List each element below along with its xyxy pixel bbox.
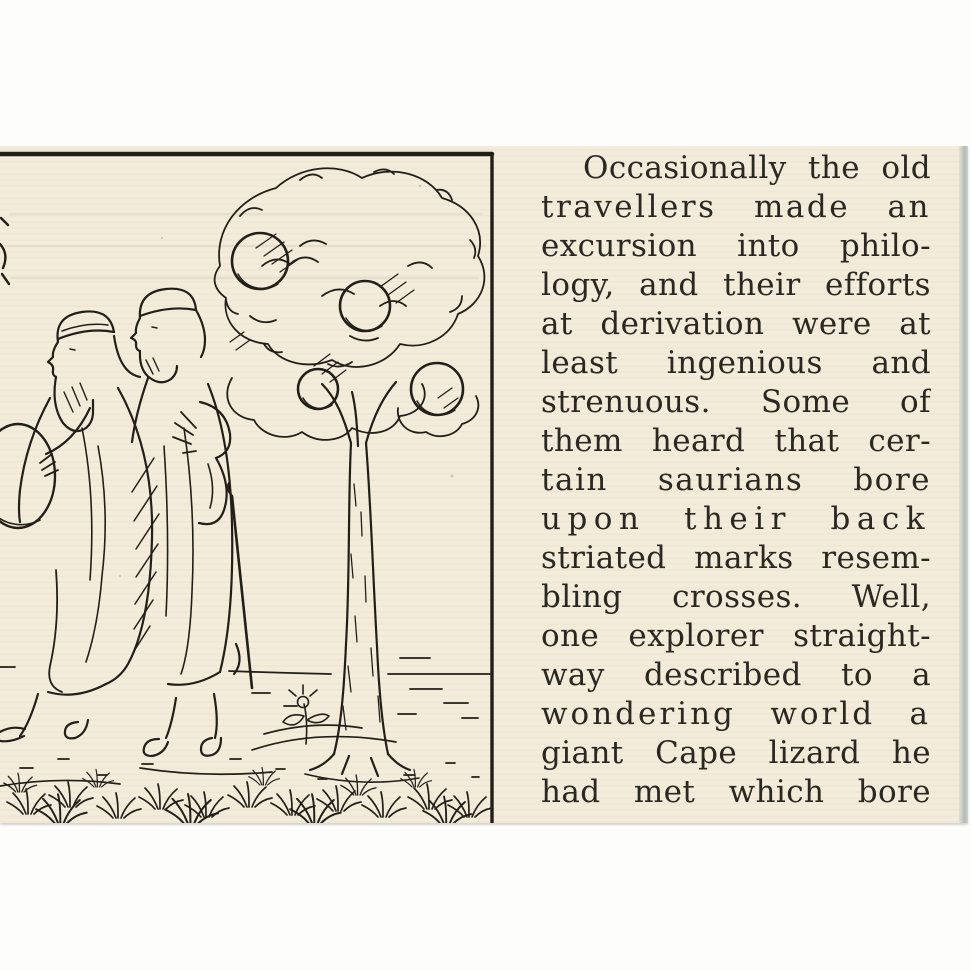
article-text-column <box>541 149 931 812</box>
text-line: Occasionally the old <box>583 150 931 186</box>
robe-shadow-hatching <box>132 458 159 651</box>
walking-staff <box>232 496 252 688</box>
text-line: at derivation were at <box>541 306 931 342</box>
fruit-tree <box>215 168 485 782</box>
traveller-front <box>0 311 152 741</box>
text-line: tain saurians bore <box>541 462 931 498</box>
clipping-cut-edge <box>959 146 968 823</box>
text-line: them heard that cer- <box>541 423 931 459</box>
text-line: least ingenious and <box>541 345 931 381</box>
engraving-illustration <box>0 146 500 823</box>
text-line: giant Cape lizard he <box>541 735 931 771</box>
text-line: way described to a <box>541 657 931 693</box>
text-line: bling crosses. Well, <box>541 579 931 615</box>
showthrough-lines <box>6 214 486 278</box>
text-line: logy, and their efforts <box>541 267 931 303</box>
newspaper-clipping <box>0 146 968 823</box>
flower-sprig <box>283 685 329 744</box>
tree-foliage <box>215 168 485 440</box>
traveller-behind <box>131 289 252 756</box>
ground-grass <box>0 685 492 823</box>
text-line: excursion into philo- <box>541 228 931 264</box>
text-line: had met which bore <box>541 774 931 810</box>
text-line: one explorer straight- <box>541 618 931 654</box>
text-line: striated marks resem- <box>541 540 931 576</box>
horizon-line <box>0 658 492 718</box>
tree-fruits <box>232 233 463 415</box>
text-line: wondering world a <box>541 696 931 732</box>
text-line: strenuous. Some of <box>541 384 931 420</box>
held-fruit <box>0 408 90 528</box>
text-line: upon their back <box>541 501 931 537</box>
text-line: travellers made an <box>541 189 931 225</box>
edge-fragment-marks <box>0 218 9 284</box>
